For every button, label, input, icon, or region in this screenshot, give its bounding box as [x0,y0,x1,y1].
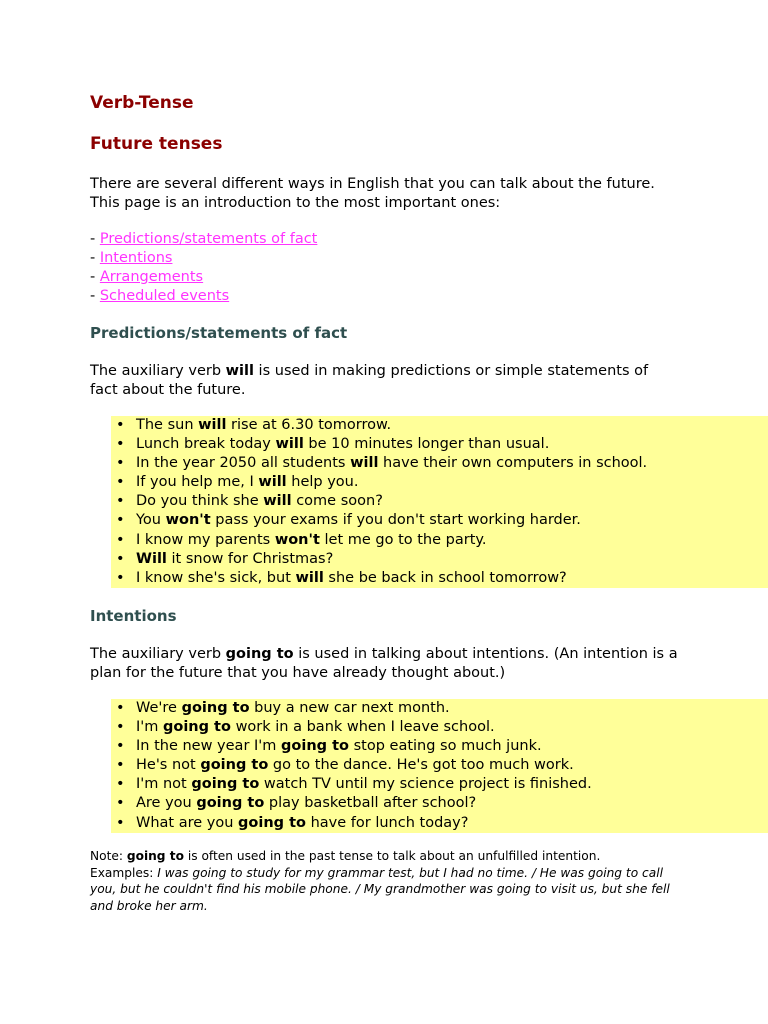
example-item: • The sun will rise at 6.30 tomorrow. [136,416,768,435]
page-subtitle: Future tenses [90,134,223,154]
intentions-examples [111,699,768,833]
link-intentions[interactable]: Intentions [99,250,173,266]
example-item: • Do you think she will come soon? [136,492,768,511]
intentions-paragraph: The auxiliary verb going to is used in talking about intentions. (An intention is a plan for the future that you have already thought about.) [90,646,678,681]
example-item: • Will it snow for Christmas? [136,550,768,569]
topic-link-item: - Arrangements [90,269,204,285]
section-heading-predictions: Predictions/statements of fact [90,324,348,342]
example-item: • We're going to buy a new car next month. [136,699,768,718]
topic-link-item: - Intentions [90,250,173,266]
example-item: • He's not going to go to the dance. He's got too much work. [136,756,768,775]
example-item: • What are you going to have for lunch today? [136,814,768,833]
example-item: • I know my parents won't let me go to the party. [136,531,768,550]
example-item: • I'm going to work in a bank when I leave school. [136,718,768,737]
example-item: • I'm not going to watch TV until my science project is finished. [136,775,768,794]
topic-link-list [90,230,317,306]
note-paragraph: Note: going to is often used in the past tense to talk about an unfulfilled intention. Examples: I was going to study for my grammar test, but I had no time. / He was going to call you, but he couldn't find his mobile phone. / My grandmother was going to visit us, but she fell and broke her arm. [90,849,670,913]
link-predictions[interactable]: Predictions/statements of fact [99,231,318,247]
page-title: Verb-Tense [90,93,194,113]
section-heading-intentions: Intentions [90,607,177,625]
example-item: • In the year 2050 all students will have their own computers in school. [136,454,768,473]
example-item: • You won't pass your exams if you don't start working harder. [136,511,768,530]
intentions-examples-box [111,699,768,833]
topic-link-item: - Predictions/statements of fact [90,231,318,247]
link-arrangements[interactable]: Arrangements [99,269,204,285]
topic-link-item: - Scheduled events [90,288,230,304]
example-item: • If you help me, I will help you. [136,473,768,492]
example-item: • Are you going to play basketball after school? [136,794,768,813]
example-item: • Lunch break today will be 10 minutes longer than usual. [136,435,768,454]
example-item: • In the new year I'm going to stop eating so much junk. [136,737,768,756]
link-scheduled-events[interactable]: Scheduled events [99,288,230,304]
example-item: • I know she's sick, but will she be back in school tomorrow? [136,569,768,588]
predictions-paragraph: The auxiliary verb will is used in making predictions or simple statements of fact about the future. [90,363,649,398]
predictions-examples [111,416,768,588]
predictions-examples-box [111,416,768,588]
intro-paragraph: There are several different ways in English that you can talk about the future. This page is an introduction to the most important ones: [90,176,655,211]
